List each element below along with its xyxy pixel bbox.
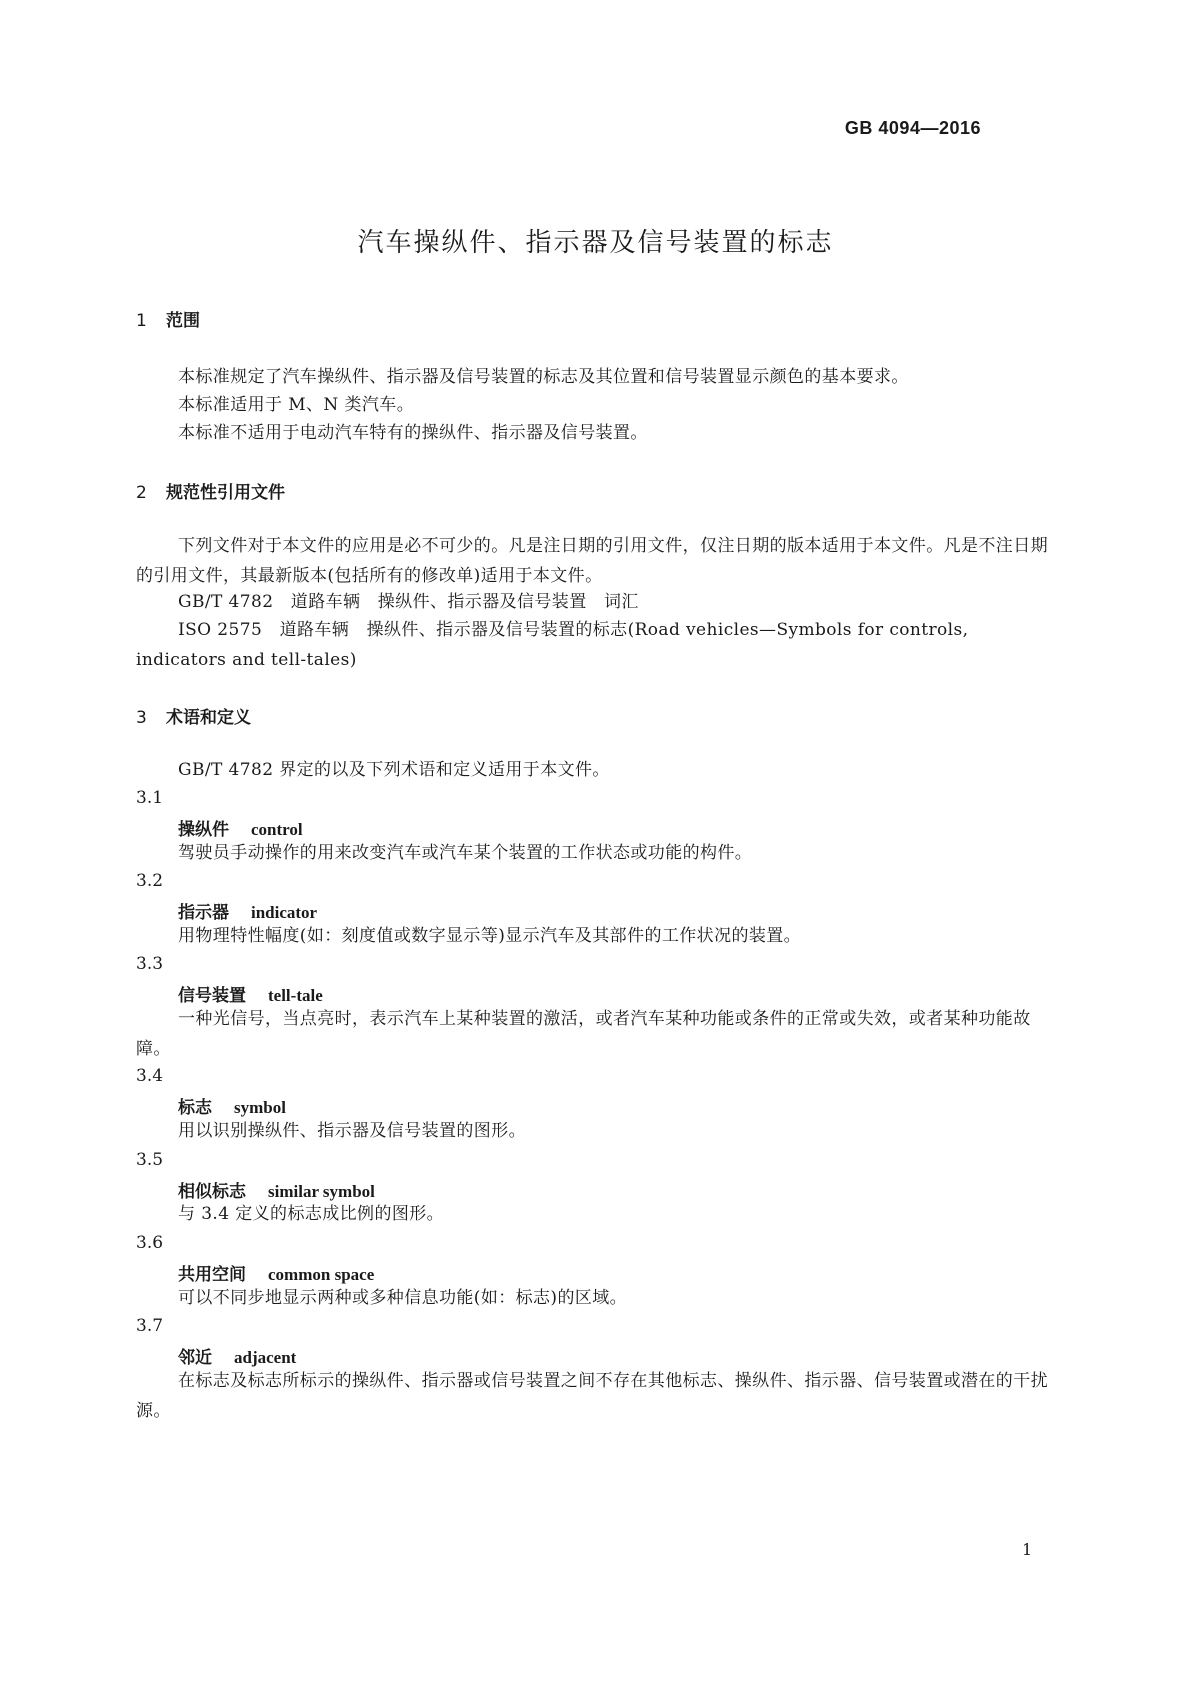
term-en: common space <box>268 1265 375 1284</box>
term-zh: 指示器 <box>178 903 229 923</box>
term-en: indicator <box>251 903 318 922</box>
term-en: symbol <box>234 1098 286 1117</box>
scope-paragraph-1: 本标准规定了汽车操纵件、指示器及信号装置的标志及其位置和信号装置显示颜色的基本要求。 <box>178 367 909 387</box>
section-title: 范围 <box>166 311 200 331</box>
term-zh: 标志 <box>178 1098 212 1118</box>
term-heading-indicator <box>178 898 317 923</box>
term-zh: 邻近 <box>178 1348 212 1368</box>
section-title: 术语和定义 <box>166 708 251 728</box>
term-heading-adjacent <box>178 1343 296 1368</box>
document-code: GB 4094—2016 <box>844 118 981 138</box>
term-en: similar symbol <box>268 1182 375 1201</box>
scope-paragraph-2: 本标准适用于 M、N 类汽车。 <box>178 395 415 415</box>
term-zh: 信号装置 <box>178 986 246 1006</box>
term-en: adjacent <box>234 1348 297 1367</box>
term-definition: 驾驶员手动操作的用来改变汽车或汽车某个装置的工作状态或功能的构件。 <box>178 843 753 863</box>
term-number: 3.3 <box>136 954 164 974</box>
term-zh: 操纵件 <box>178 820 229 840</box>
document-title: 汽车操纵件、指示器及信号装置的标志 <box>357 228 834 258</box>
term-definition: 与 3.4 定义的标志成比例的图形。 <box>178 1204 445 1224</box>
scope-paragraph-3: 本标准不适用于电动汽车特有的操纵件、指示器及信号装置。 <box>178 423 648 443</box>
section-heading-terms <box>136 703 251 728</box>
section-number: 3 <box>136 708 147 728</box>
term-zh: 相似标志 <box>178 1182 246 1202</box>
section-number: 1 <box>136 311 147 331</box>
term-definition: 一种光信号，当点亮时，表示汽车上某种装置的激活，或者汽车某种功能或条件的正常或失效，或者某种功能故障。 <box>136 1009 1031 1059</box>
term-number: 3.1 <box>136 788 164 808</box>
term-definition: 用以识别操纵件、指示器及信号装置的图形。 <box>178 1121 526 1141</box>
term-number: 3.5 <box>136 1150 164 1170</box>
term-number: 3.2 <box>136 871 164 891</box>
term-number: 3.7 <box>136 1316 164 1336</box>
section-heading-scope <box>136 306 200 331</box>
references-paragraph: 下列文件对于本文件的应用是必不可少的。凡是注日期的引用文件，仅注日期的版本适用于本文件。凡是不注日期的引用文件，其最新版本(包括所有的修改单)适用于本文件。 <box>136 536 1048 586</box>
term-heading-control <box>178 815 303 840</box>
term-heading-tell-tale <box>178 981 323 1006</box>
terms-intro: GB/T 4782 界定的以及下列术语和定义适用于本文件。 <box>178 760 610 780</box>
section-title: 规范性引用文件 <box>166 483 285 503</box>
term-heading-symbol <box>178 1093 286 1118</box>
section-number: 2 <box>136 483 147 503</box>
section-heading-references <box>136 478 285 503</box>
term-en: tell-tale <box>268 986 323 1005</box>
term-number: 3.4 <box>136 1066 164 1086</box>
term-definition: 用物理特性幅度(如：刻度值或数字显示等)显示汽车及其部件的工作状况的装置。 <box>178 926 802 946</box>
term-definition: 可以不同步地显示两种或多种信息功能(如：标志)的区域。 <box>178 1288 628 1308</box>
reference-iso-2575: ISO 2575 道路车辆 操纵件、指示器及信号装置的标志(Road vehicles—Symbols for controls, indicators and tell-tales) <box>136 620 969 670</box>
term-zh: 共用空间 <box>178 1265 246 1285</box>
term-definition: 在标志及标志所标示的操纵件、指示器或信号装置之间不存在其他标志、操纵件、指示器、信号装置或潜在的干扰源。 <box>136 1371 1048 1421</box>
page-number: 1 <box>1022 1540 1033 1559</box>
reference-gbt-4782: GB/T 4782 道路车辆 操纵件、指示器及信号装置 词汇 <box>178 592 639 612</box>
term-number: 3.6 <box>136 1233 164 1253</box>
term-heading-common-space <box>178 1260 374 1285</box>
term-en: control <box>251 820 303 839</box>
